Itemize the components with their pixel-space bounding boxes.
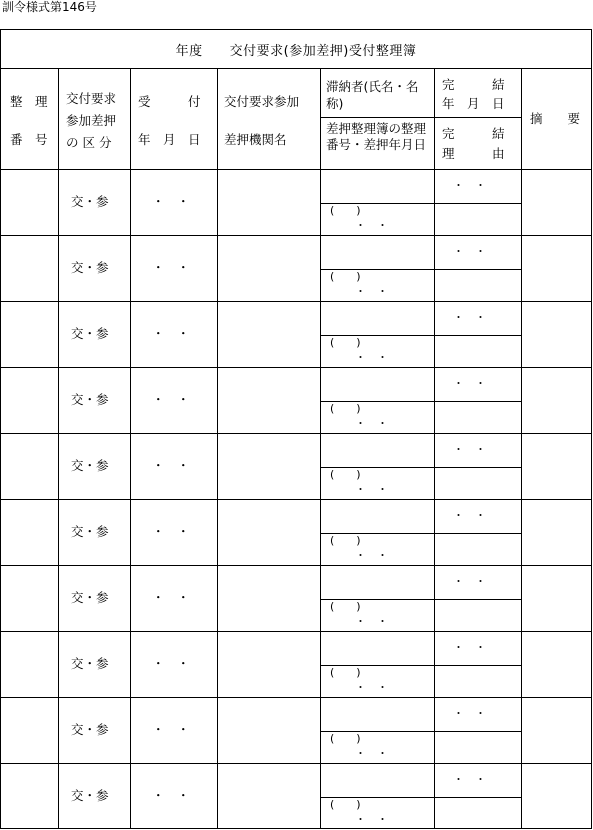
header-kubun-1: 交付要求: [66, 91, 117, 106]
sashiosae-date-cell: ・ ・: [355, 483, 388, 496]
header-uketsuke-date: 年 月 日: [138, 132, 201, 147]
header-tainosha: 滞納者(氏名・名称): [326, 79, 419, 111]
sashiosae-date-cell: ・ ・: [355, 219, 388, 232]
sashiosae-date-cell: ・ ・: [355, 747, 388, 760]
uketsuke-date-cell: ・ ・: [152, 722, 190, 737]
kanketsu-date-cell: ・ ・: [453, 311, 486, 324]
sashiosae-date-cell: ・ ・: [355, 615, 388, 628]
row-divider: [0, 763, 592, 764]
row-divider: [0, 301, 592, 302]
sashiosae-bango-cell: ( ): [330, 534, 361, 547]
row-divider: [0, 367, 592, 368]
header-kanketsu-riyu-1: 完 結: [442, 126, 505, 141]
row-divider: [0, 433, 592, 434]
header-sashiosae: 差押整理簿の整理番号・差押年月日: [326, 121, 427, 152]
header-kikan-1: 交付要求参加: [224, 94, 300, 109]
header-split-line: [320, 117, 521, 118]
uketsuke-date-cell: ・ ・: [152, 392, 190, 407]
header-divider: [0, 169, 592, 170]
uketsuke-date-cell: ・ ・: [152, 326, 190, 341]
header-seiri: 整 理: [10, 94, 48, 109]
sashiosae-date-cell: ・ ・: [355, 681, 388, 694]
sashiosae-bango-cell: ( ): [330, 798, 361, 811]
sashiosae-date-cell: ・ ・: [355, 351, 388, 364]
uketsuke-date-cell: ・ ・: [152, 524, 190, 539]
kanketsu-date-cell: ・ ・: [453, 443, 486, 456]
kubun-cell: 交・参: [71, 194, 109, 209]
header-kikan-2: 差押機関名: [224, 132, 287, 147]
form-title: 年度 交付要求(参加差押)受付整理簿: [175, 44, 417, 59]
row-divider: [0, 235, 592, 236]
kubun-cell: 交・参: [71, 590, 109, 605]
kubun-cell: 交・参: [71, 524, 109, 539]
form-number: 訓令様式第146号: [2, 0, 97, 14]
kubun-cell: 交・参: [71, 656, 109, 671]
kanketsu-date-cell: ・ ・: [453, 179, 486, 192]
kubun-cell: 交・参: [71, 458, 109, 473]
kanketsu-date-cell: ・ ・: [453, 707, 486, 720]
col-line: [521, 69, 522, 829]
header-tekiyo: 摘 要: [530, 111, 581, 126]
col-line: [217, 69, 218, 829]
uketsuke-date-cell: ・ ・: [152, 656, 190, 671]
header-kanketsu-riyu-2: 理 由: [442, 146, 505, 161]
kanketsu-date-cell: ・ ・: [453, 773, 486, 786]
header-uketsuke: 受 付: [138, 94, 201, 109]
sashiosae-bango-cell: ( ): [330, 336, 361, 349]
header-kanketsu-date: 年 月 日: [442, 96, 505, 111]
uketsuke-date-cell: ・ ・: [152, 194, 190, 209]
kubun-cell: 交・参: [71, 722, 109, 737]
col-line: [58, 69, 59, 829]
kubun-cell: 交・参: [71, 326, 109, 341]
kanketsu-date-cell: ・ ・: [453, 377, 486, 390]
uketsuke-date-cell: ・ ・: [152, 590, 190, 605]
sashiosae-date-cell: ・ ・: [355, 813, 388, 826]
sashiosae-bango-cell: ( ): [330, 204, 361, 217]
sashiosae-date-cell: ・ ・: [355, 549, 388, 562]
row-divider: [0, 565, 592, 566]
kubun-cell: 交・参: [71, 260, 109, 275]
sashiosae-bango-cell: ( ): [330, 402, 361, 415]
col-line: [320, 69, 321, 829]
title-divider: [0, 68, 592, 69]
sashiosae-bango-cell: ( ): [330, 732, 361, 745]
header-kubun-3: の 区 分: [66, 135, 112, 150]
sashiosae-bango-cell: ( ): [330, 666, 361, 679]
row-divider: [0, 697, 592, 698]
sashiosae-date-cell: ・ ・: [355, 417, 388, 430]
row-divider: [0, 499, 592, 500]
sashiosae-bango-cell: ( ): [330, 600, 361, 613]
sashiosae-bango-cell: ( ): [330, 270, 361, 283]
kanketsu-date-cell: ・ ・: [453, 245, 486, 258]
uketsuke-date-cell: ・ ・: [152, 458, 190, 473]
header-kubun-2: 参加差押: [66, 113, 117, 128]
uketsuke-date-cell: ・ ・: [152, 260, 190, 275]
header-kanketsu: 完 結: [442, 77, 505, 92]
kanketsu-date-cell: ・ ・: [453, 641, 486, 654]
row-divider: [0, 631, 592, 632]
kubun-cell: 交・参: [71, 392, 109, 407]
header-bango: 番 号: [10, 132, 48, 147]
kanketsu-date-cell: ・ ・: [453, 509, 486, 522]
col-line: [434, 69, 435, 829]
sashiosae-date-cell: ・ ・: [355, 285, 388, 298]
kanketsu-date-cell: ・ ・: [453, 575, 486, 588]
sashiosae-bango-cell: ( ): [330, 468, 361, 481]
col-line: [130, 69, 131, 829]
uketsuke-date-cell: ・ ・: [152, 788, 190, 803]
kubun-cell: 交・参: [71, 788, 109, 803]
